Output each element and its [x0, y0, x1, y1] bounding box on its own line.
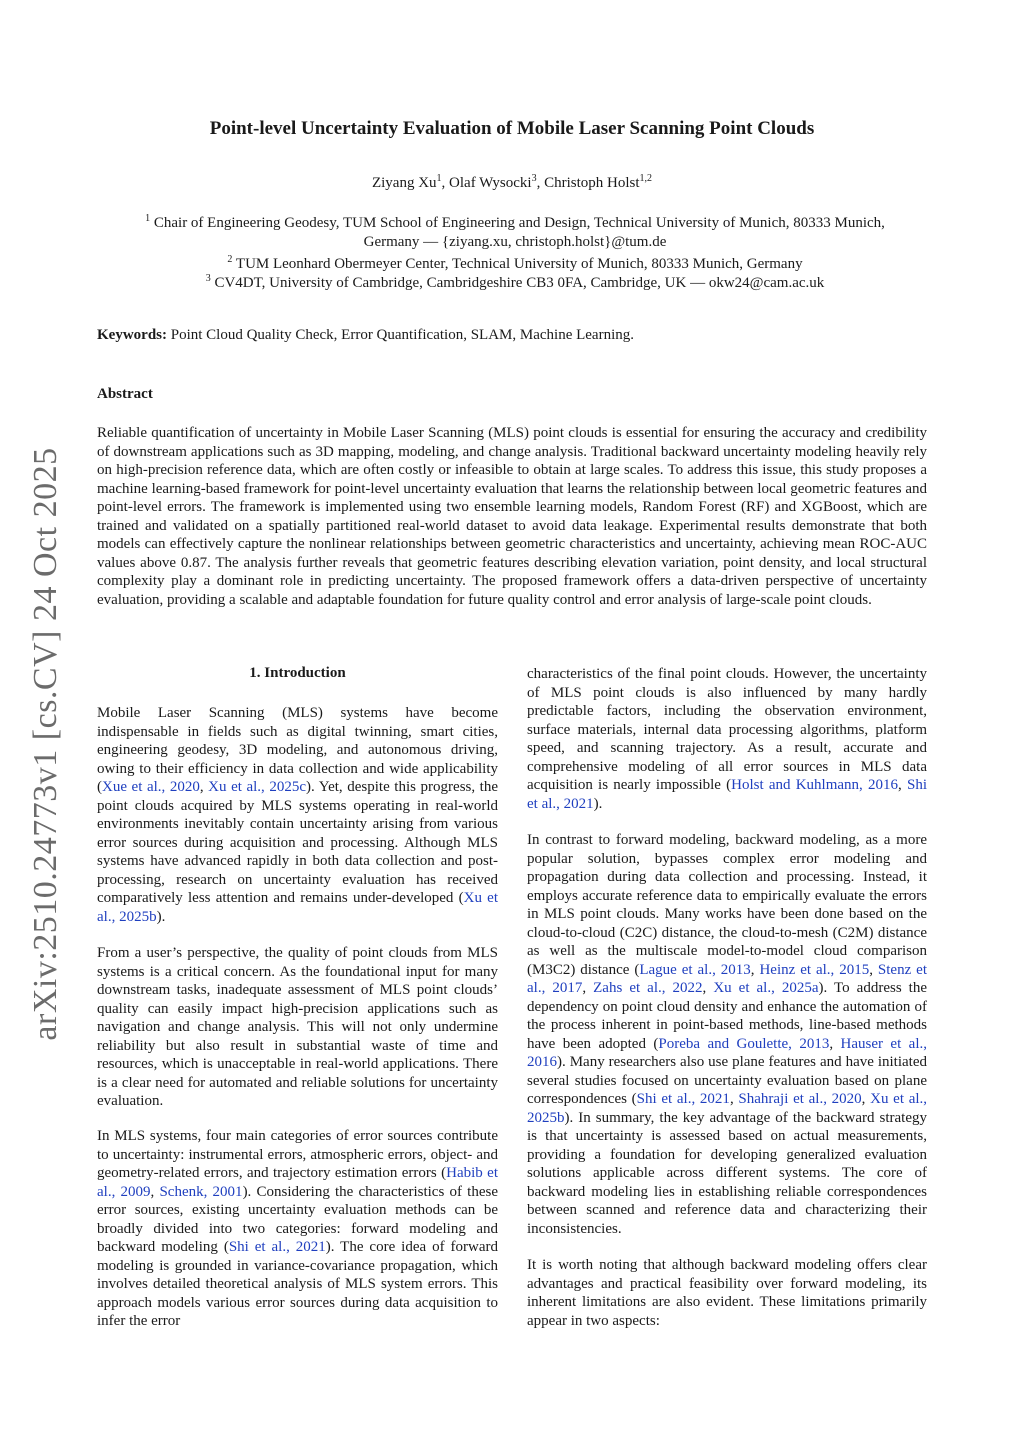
text-run: ). In summary, the key advantage of the backward strategy is that uncertainty is assessed based on actual measurements, providing a foundation for developing generalized evaluation solutions applicable across different systems. The core of backward modeling lies in establishing reliable correspondences between scanned and reference data and characterizing their inconsistencies.	[527, 1109, 927, 1237]
text-run: ,	[729, 1091, 739, 1107]
intro-paragraph-5	[527, 831, 927, 1238]
citation-link[interactable]: Holst and Kuhlmann, 2016	[731, 777, 899, 793]
text-run: ,	[702, 980, 714, 996]
text-run: ,	[750, 961, 760, 978]
citation-link[interactable]: Xue et al., 2020	[102, 779, 200, 795]
text-run: ). The core idea of forward modeling is grounded in variance-covariance propagation, which involves detailed theoretical analysis of MLS system errors. This approach models various error sources during data acquisition to infer the error	[97, 1239, 498, 1329]
text-run: In contrast to forward modeling, backward modeling, as a more popular solution, bypasses complex error modeling and propagation during data collection and processing. Instead, it employs accurate reference data to empirically evaluate the errors in MLS point clouds. Many works have been done based on the cloud-to-cloud (C2C) distance, the cloud-to-mesh (C2M) distance as well as the multiscale model-to-model cloud comparison (M3C2) distance (	[527, 832, 927, 978]
affiliation-3	[120, 274, 910, 293]
text-run: ,	[861, 1091, 871, 1107]
abstract-heading: Abstract	[97, 386, 153, 402]
affil-text: Germany — {ziyang.xu, christoph.holst}@tum.de	[363, 234, 667, 250]
author-name: Ziyang Xu	[371, 175, 437, 191]
author-list: Ziyang Xu$^1$, Olaf Wysocki$^3$, Christoph Holst$^{1,2}$	[371, 173, 653, 191]
citation-link[interactable]: Xu et al., 2025c	[208, 779, 307, 795]
citation-link[interactable]: Schenk, 2001	[159, 1183, 243, 1200]
citation-link[interactable]: Poreba and Goulette, 2013	[658, 1035, 830, 1052]
intro-paragraph-1	[97, 704, 498, 926]
text-run: characteristics of the final point clouds. However, the uncertainty of MLS point clouds is also influenced by many hardly predictable factors, including the observation environment, surface materials, internal data processing algorithms, platform speed, and scanning trajectory. As a result, accurate and comprehensive modeling of all error sources in MLS data acquisition is nearly impossible (	[527, 666, 927, 793]
text-run: ,	[898, 777, 907, 793]
author-name: Olaf Wysocki	[449, 175, 532, 191]
text-run: Mobile Laser Scanning (MLS) systems have become indispensable in fields such as digital twinning, smart cities, engineering geodesy, 3D modeling, and autonomous driving, owing to their efficiency in data collection and wide applicability (	[97, 705, 498, 795]
keywords-text: Point Cloud Quality Check, Error Quantification, SLAM, Machine Learning.	[170, 327, 634, 343]
intro-paragraph-2: From a user’s perspective, the quality of point clouds from MLS systems is a critical concern. As the foundational input for many downstream tasks, inadequate assessment of MLS point clouds’ quality can easily impact high-precision applications such as navigation and change analysis. This will not only undermine reliability but also result in substantial waste of time and resources, which is unacceptable in real-world applications. There is a clear need for automated and reliable solutions for uncertainty evaluation.	[97, 945, 498, 1109]
citation-link[interactable]: Xu et al., 2025b	[527, 1091, 928, 1126]
citation-link[interactable]: Heinz et al., 2015	[759, 961, 870, 978]
affil-text: CV4DT, University of Cambridge, Cambridgeshire CB3 0FA, Cambridge, UK — okw24@cam.ac.uk	[214, 275, 825, 291]
abstract-text: Reliable quantification of uncertainty in Mobile Laser Scanning (MLS) point clouds is essential for ensuring the accuracy and credibility of downstream applications such as 3D mapping, modeling, and change analysis. Traditional backward uncertainty modeling heavily rely on high-precision reference data, which are often costly or infeasible to obtain at large scales. To address this issue, this study proposes a machine learning-based framework for point-level uncertainty evaluation that learns the relationship between local geometric features and point-level errors. The framework is implemented using two ensemble learning models, Random Forest (RF) and XGBoost, which are trained and validated on a spatially partitioned real-world dataset to avoid data leakage. Experimental results demonstrate that both models can effectively capture the nonlinear relationships between geometric characteristics and uncertainty, achieving mean ROC-AUC values above 0.87. The analysis further reveals that geometric features describing elevation variation, point density, and local structural complexity play a dominant role in predicting uncertainty. The proposed framework offers a data-driven perspective of uncertainty evaluation, providing a scalable and adaptable foundation for future quality control and error analysis of large-scale point clouds.	[97, 425, 927, 608]
text-run: ). To address the dependency on point cloud density and enhance the automation of the process inherent in point-based methods, line-based methods have been adopted (	[527, 980, 928, 1052]
citation-link[interactable]: Lague et al., 2013	[639, 961, 751, 978]
citation-link[interactable]: Shi et al., 2021	[527, 777, 927, 812]
affil-text: TUM Leonhard Obermeyer Center, Technical University of Munich, 80333 Munich, Germany	[235, 256, 803, 272]
intro-paragraph-4	[527, 665, 927, 813]
keywords	[97, 327, 634, 344]
citation-link[interactable]: Habib et al., 2009	[97, 1165, 499, 1200]
text-run: ,	[869, 961, 878, 978]
text-run: ).	[593, 795, 603, 812]
citation-link[interactable]: Shahraji et al., 2020	[738, 1091, 862, 1107]
affiliation-2	[120, 255, 910, 274]
text-run: ,	[150, 1183, 160, 1200]
citation-link[interactable]: Xu et al., 2025b	[97, 890, 498, 925]
author-affil-sup: 3	[531, 173, 537, 184]
text-run: ).	[156, 908, 166, 925]
intro-paragraph-3	[97, 1127, 498, 1331]
text-run: ,	[829, 1035, 841, 1052]
citation-link[interactable]: Xu et al., 2025a	[713, 980, 819, 996]
text-run: ). Many researchers also use plane features and have initiated several studies focused on uncertainty evaluation based on plane correspondences (	[527, 1054, 927, 1107]
affil-sup: 2	[227, 254, 233, 265]
affiliation-1	[120, 214, 910, 252]
text-run: In MLS systems, four main categories of error sources contribute to uncertainty: instrumental errors, atmospheric errors, object- and geometry-related errors, and trajectory estimation errors (	[97, 1128, 498, 1181]
citation-link[interactable]: Zahs et al., 2022	[593, 980, 703, 996]
paper-title: Point-level Uncertainty Evaluation of Mobile Laser Scanning Point Clouds	[209, 118, 815, 139]
citation-link[interactable]: Stenz et al., 2017	[527, 961, 928, 996]
text-run: ,	[199, 779, 209, 795]
author-name: Christoph Holst	[544, 175, 640, 191]
citation-link[interactable]: Hauser et al., 2016	[527, 1035, 928, 1070]
section-heading: 1. Introduction	[249, 665, 346, 681]
text-run: ,	[582, 980, 594, 996]
author-affil-sup: 1,2	[639, 173, 653, 184]
affil-sup: 1	[145, 213, 151, 224]
arxiv-identifier: arXiv:2510.24773v1 [cs.CV] 24 Oct 2025	[27, 447, 64, 1041]
citation-link[interactable]: Shi et al., 2021	[228, 1239, 326, 1255]
text-run: ). Considering the characteristics of these error sources, existing uncertainty evaluation methods can be broadly divided into two categories: forward modeling and backward modeling (	[97, 1183, 498, 1255]
citation-link[interactable]: Shi et al., 2021	[636, 1091, 730, 1107]
intro-paragraph-6: It is worth noting that although backward modeling offers clear advantages and practical feasibility over forward modeling, its inherent limitations are also evident. These limitations primarily appear in two aspects:	[527, 1257, 927, 1329]
affil-sup: 3	[205, 273, 211, 284]
keywords-label: Keywords:	[97, 327, 167, 343]
author-affil-sup: 1	[436, 173, 442, 184]
text-run: ). Yet, despite this progress, the point clouds acquired by MLS systems operating in real-world environments inevitably contain uncertainty arising from various error sources during acquisition and processing. Although MLS systems have advanced rapidly in both data collection and post-processing, research on uncertainty evaluation has received comparatively less attention and remains under-developed (	[97, 779, 499, 906]
affil-text: Chair of Engineering Geodesy, TUM School of Engineering and Design, Technical University of Munich, 80333 Munich,	[153, 215, 885, 231]
